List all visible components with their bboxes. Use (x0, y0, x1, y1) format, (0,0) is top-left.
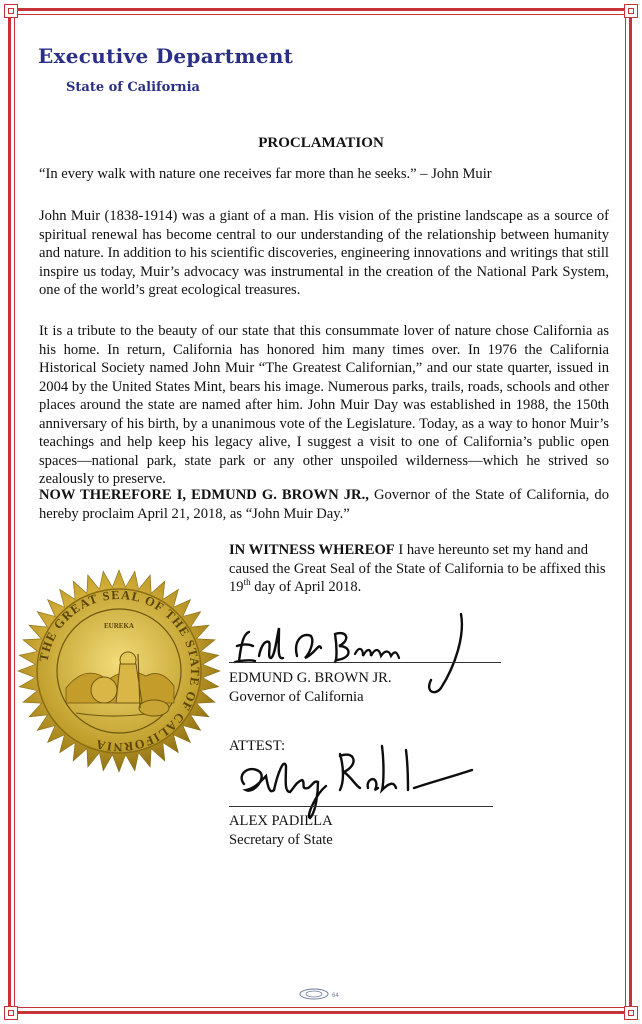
witness-bold: IN WITNESS WHEREOF (229, 542, 395, 558)
seal-ring-text: THE GREAT SEAL OF THE STATE OF CALIFORNIA (36, 587, 203, 755)
paragraph-1: John Muir (1838-1914) was a giant of a man. His vision of the pristine landscape as a source of spiritual renewal has become central to our understanding of the relationship between humanity and nature. In addition to his scientific discoveries, engineering innovations and writings that still inspire us today, Muir’s advocacy was instrumental in the creation of the National Park System, one of the world’s great ecological treasures. (39, 208, 609, 298)
governor-title: Governor of California (229, 689, 364, 705)
proclaim-bold: NOW THEREFORE I, EDMUND G. BROWN JR., (39, 487, 369, 503)
printer-mark-icon (298, 986, 348, 1002)
border-corner (624, 4, 638, 18)
opening-quote: “In every walk with nature one receives far more than he seeks.” – John Muir (39, 166, 492, 182)
paragraph-2: It is a tribute to the beauty of our state that this consummate lover of nature chose California as his home. In return, California has honored him many times over. In 1976 the California Historical Society named John Muir “The Greatest Californian,” and our state quarter, issued in 2004 by the United States Mint, bears his image. Numerous parks, trails, roads, schools and other places around the state are named after him. John Muir Day was established in 1988, the 150th anniversary of his birth, by a unanimous vote of the Legislature. Today, as a way to honor Muir’s teachings and help keep his legacy alive, I suggest a visit to one of California’s public open spaces—national park, state park or any other unspoiled wilderness—which he strived so zealously to preserve. (39, 323, 609, 487)
secretary-signature-line (229, 806, 493, 807)
border-corner (624, 1006, 638, 1020)
great-seal-icon (16, 568, 222, 774)
witness-sup: th (243, 577, 251, 588)
seal-motto: EUREKA (104, 622, 134, 630)
governor-signature-line (229, 662, 501, 663)
witness-text-2: day of April 2018. (250, 579, 362, 595)
proclaim-text: Governor of the State of California, do hereby proclaim April 21, 2018, as “John Muir Day.” (39, 487, 609, 522)
secretary-name: ALEX PADILLA (229, 813, 333, 829)
executive-department-heading: Executive Department (38, 44, 294, 68)
border-corner (4, 4, 18, 18)
footer-code: 64 (332, 993, 339, 999)
secretary-signature (232, 742, 492, 822)
attest-label: ATTEST: (229, 738, 286, 754)
governor-name: EDMUND G. BROWN JR. (229, 670, 392, 686)
witness-text-1: I have hereunto set my hand and caused the Great Seal of the State of California to be affixed this 19 (229, 542, 606, 595)
border-corner (4, 1006, 18, 1020)
secretary-title: Secretary of State (229, 832, 333, 848)
page-title: PROCLAMATION (258, 135, 384, 151)
witness-statement (229, 541, 614, 597)
proclamation-statement (39, 486, 609, 523)
state-heading: State of California (66, 80, 200, 95)
